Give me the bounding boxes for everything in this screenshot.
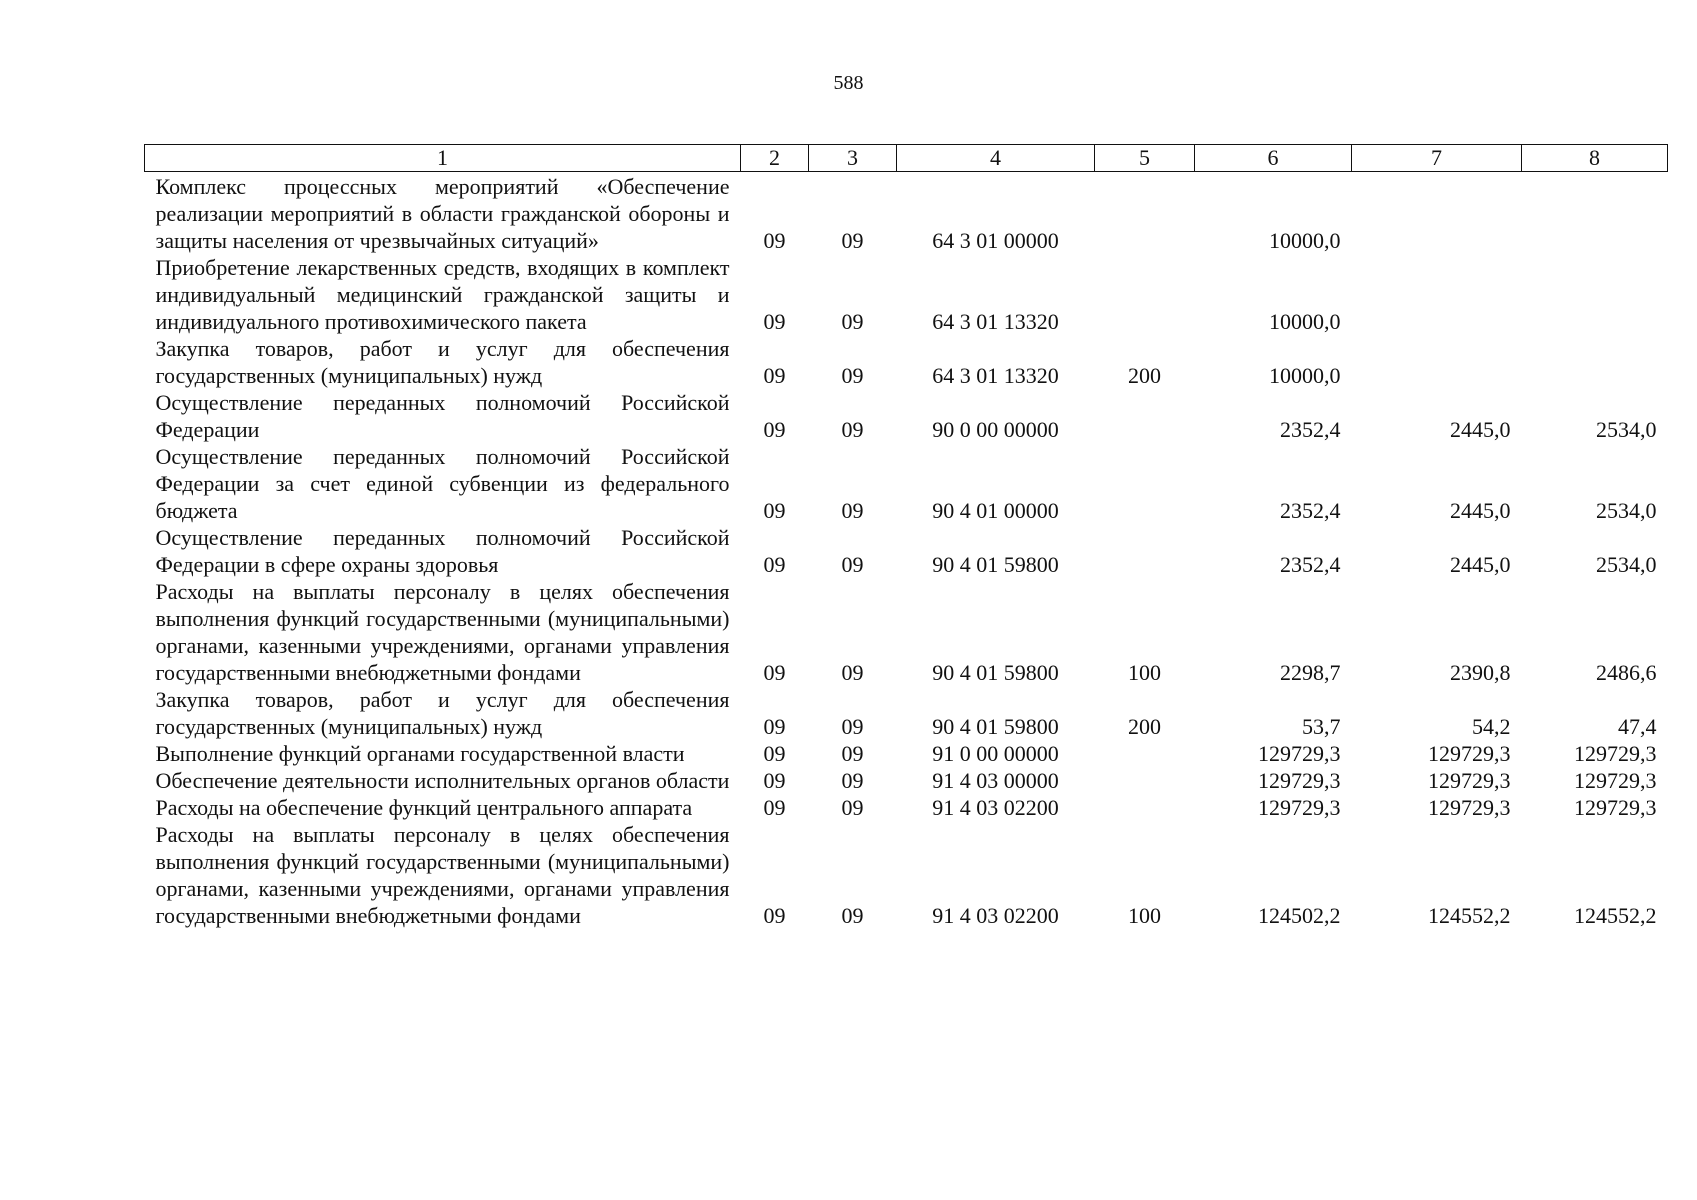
subsection-code-cell: 09 (841, 228, 864, 253)
section-code-cell: 09 (763, 660, 786, 685)
amount-col8-cell: 2534,0 (1596, 417, 1657, 442)
amount-col7-cell (1352, 254, 1522, 335)
column-header: 5 (1095, 145, 1195, 172)
row-name-cell: Закупка товаров, работ и услуг для обеспечения государственных (муниципальных) нужд (155, 336, 730, 388)
amount-col7-cell (1352, 172, 1522, 255)
section-code-cell: 09 (763, 309, 786, 334)
amount-col7-cell: 2390,8 (1450, 660, 1511, 685)
target-article-cell: 91 4 03 02200 (932, 795, 1059, 820)
amount-col8-cell: 129729,3 (1574, 795, 1657, 820)
amount-col6-cell: 2352,4 (1280, 417, 1341, 442)
amount-col8-cell (1522, 172, 1668, 255)
row-name-cell: Расходы на выплаты персоналу в целях обеспечения выполнения функций государственными (муниципальными) органами, казенными учреждениями, органами управления государственными внебюджетными фондами (155, 579, 730, 685)
row-name-cell: Комплекс процессных мероприятий «Обеспечение реализации мероприятий в области гражданской обороны и защиты населения от чрезвычайных ситуаций» (155, 174, 730, 253)
amount-col6-cell: 129729,3 (1258, 795, 1341, 820)
expense-type-cell (1095, 254, 1195, 335)
amount-col8-cell: 129729,3 (1574, 741, 1657, 766)
amount-col7-cell: 124552,2 (1428, 903, 1511, 928)
table-body (145, 172, 1668, 930)
section-code-cell: 09 (763, 552, 786, 577)
amount-col6-cell: 10000,0 (1269, 228, 1341, 253)
expense-type-cell (1095, 524, 1195, 578)
amount-col7-cell: 129729,3 (1428, 741, 1511, 766)
subsection-code-cell: 09 (841, 498, 864, 523)
budget-table (144, 144, 1668, 929)
expense-type-cell (1095, 794, 1195, 821)
amount-col7-cell: 129729,3 (1428, 795, 1511, 820)
amount-col8-cell: 129729,3 (1574, 768, 1657, 793)
expense-type-cell: 200 (1128, 363, 1161, 388)
expense-type-cell (1095, 172, 1195, 255)
row-name-cell: Расходы на выплаты персоналу в целях обеспечения выполнения функций государственными (муниципальными) органами, казенными учреждениями, органами управления государственными внебюджетными фондами (155, 822, 730, 928)
amount-col8-cell (1522, 335, 1668, 389)
expense-type-cell (1095, 740, 1195, 767)
amount-col6-cell: 10000,0 (1269, 309, 1341, 334)
table-row (145, 443, 1668, 524)
amount-col7-cell: 2445,0 (1450, 552, 1511, 577)
table-row (145, 578, 1668, 686)
table-row (145, 740, 1668, 767)
column-header: 8 (1522, 145, 1668, 172)
amount-col7-cell: 54,2 (1472, 714, 1511, 739)
row-name-cell: Осуществление переданных полномочий Российской Федерации в сфере охраны здоровья (155, 525, 730, 577)
target-article-cell: 90 4 01 00000 (932, 498, 1059, 523)
amount-col8-cell: 2534,0 (1596, 552, 1657, 577)
amount-col7-cell: 2445,0 (1450, 417, 1511, 442)
amount-col6-cell: 2352,4 (1280, 552, 1341, 577)
target-article-cell: 90 4 01 59800 (932, 714, 1059, 739)
amount-col7-cell (1352, 335, 1522, 389)
amount-col7-cell: 2445,0 (1450, 498, 1511, 523)
amount-col6-cell: 124502,2 (1258, 903, 1341, 928)
section-code-cell: 09 (763, 768, 786, 793)
header-row (145, 145, 1668, 172)
target-article-cell: 90 0 00 00000 (932, 417, 1059, 442)
section-code-cell: 09 (763, 795, 786, 820)
amount-col6-cell: 2298,7 (1280, 660, 1341, 685)
subsection-code-cell: 09 (841, 795, 864, 820)
table-row (145, 794, 1668, 821)
amount-col7-cell: 129729,3 (1428, 768, 1511, 793)
table-row (145, 821, 1668, 929)
subsection-code-cell: 09 (841, 903, 864, 928)
row-name-cell: Осуществление переданных полномочий Российской Федерации за счет единой субвенции из федерального бюджета (155, 444, 730, 523)
amount-col8-cell: 124552,2 (1574, 903, 1657, 928)
column-header: 7 (1352, 145, 1522, 172)
amount-col8-cell: 2486,6 (1596, 660, 1657, 685)
table-row (145, 767, 1668, 794)
table-row (145, 335, 1668, 389)
amount-col6-cell: 53,7 (1302, 714, 1341, 739)
section-code-cell: 09 (763, 714, 786, 739)
column-header: 3 (809, 145, 897, 172)
subsection-code-cell: 09 (841, 309, 864, 334)
expense-type-cell (1095, 443, 1195, 524)
column-header: 2 (741, 145, 809, 172)
target-article-cell: 90 4 01 59800 (932, 552, 1059, 577)
expense-type-cell: 200 (1128, 714, 1161, 739)
page-number: 588 (833, 72, 864, 94)
target-article-cell: 64 3 01 00000 (932, 228, 1059, 253)
section-code-cell: 09 (763, 417, 786, 442)
table-row (145, 686, 1668, 740)
target-article-cell: 64 3 01 13320 (932, 363, 1059, 388)
section-code-cell: 09 (763, 903, 786, 928)
expense-type-cell (1095, 389, 1195, 443)
amount-col8-cell: 47,4 (1618, 714, 1657, 739)
table-row (145, 172, 1668, 255)
amount-col6-cell: 2352,4 (1280, 498, 1341, 523)
subsection-code-cell: 09 (841, 741, 864, 766)
row-name-cell: Обеспечение деятельности исполнительных органов области (155, 768, 730, 793)
target-article-cell: 91 4 03 02200 (932, 903, 1059, 928)
expense-type-cell: 100 (1128, 660, 1161, 685)
subsection-code-cell: 09 (841, 768, 864, 793)
row-name-cell: Выполнение функций органами государственной власти (155, 741, 685, 766)
table-row (145, 524, 1668, 578)
section-code-cell: 09 (763, 363, 786, 388)
target-article-cell: 91 0 00 00000 (932, 741, 1059, 766)
section-code-cell: 09 (763, 741, 786, 766)
target-article-cell: 91 4 03 00000 (932, 768, 1059, 793)
row-name-cell: Расходы на обеспечение функций центрального аппарата (155, 795, 693, 820)
subsection-code-cell: 09 (841, 660, 864, 685)
table-row (145, 254, 1668, 335)
subsection-code-cell: 09 (841, 417, 864, 442)
amount-col6-cell: 129729,3 (1258, 768, 1341, 793)
amount-col6-cell: 129729,3 (1258, 741, 1341, 766)
expense-type-cell (1095, 767, 1195, 794)
subsection-code-cell: 09 (841, 714, 864, 739)
subsection-code-cell: 09 (841, 552, 864, 577)
column-header: 6 (1195, 145, 1352, 172)
target-article-cell: 90 4 01 59800 (932, 660, 1059, 685)
table-header (145, 145, 1668, 172)
section-code-cell: 09 (763, 498, 786, 523)
amount-col8-cell: 2534,0 (1596, 498, 1657, 523)
row-name-cell: Приобретение лекарственных средств, входящих в комплект индивидуальный медицинский гражданской защиты и индивидуального противохимического пакета (155, 255, 730, 334)
table-row (145, 389, 1668, 443)
column-header: 1 (145, 145, 741, 172)
expense-type-cell: 100 (1128, 903, 1161, 928)
target-article-cell: 64 3 01 13320 (932, 309, 1059, 334)
row-name-cell: Осуществление переданных полномочий Российской Федерации (155, 390, 730, 442)
amount-col6-cell: 10000,0 (1269, 363, 1341, 388)
subsection-code-cell: 09 (841, 363, 864, 388)
amount-col8-cell (1522, 254, 1668, 335)
row-name-cell: Закупка товаров, работ и услуг для обеспечения государственных (муниципальных) нужд (155, 687, 730, 739)
column-header: 4 (897, 145, 1095, 172)
section-code-cell: 09 (763, 228, 786, 253)
